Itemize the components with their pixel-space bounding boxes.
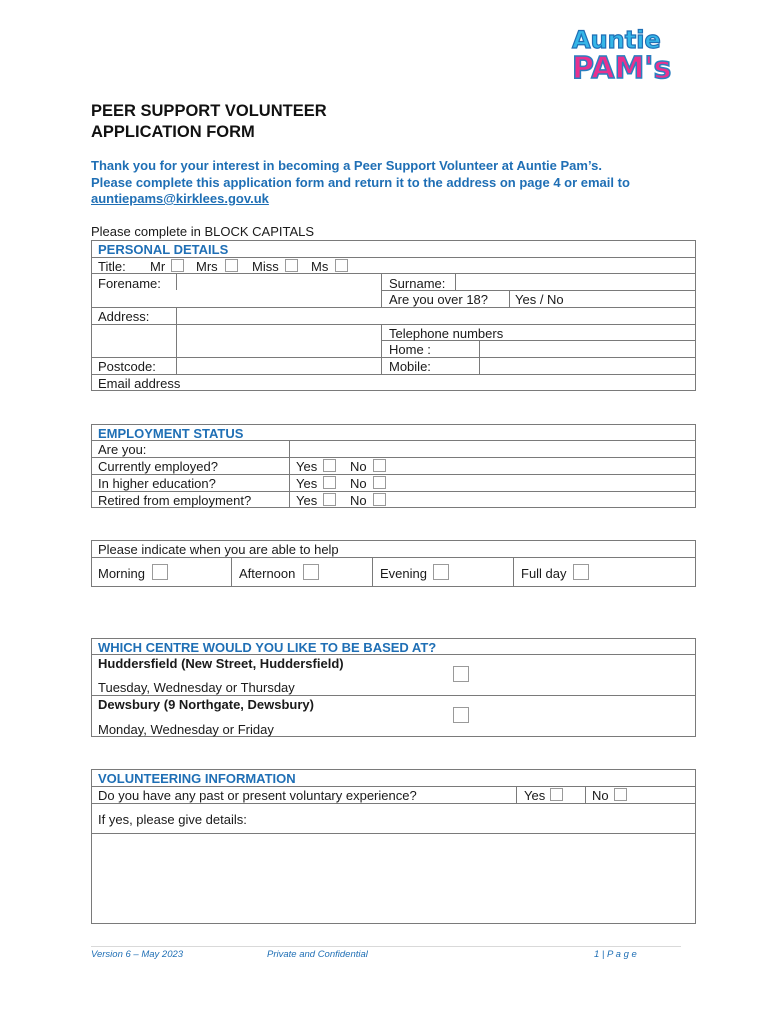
huddersfield-days: Tuesday, Wednesday or Thursday (98, 680, 295, 695)
mobile-field[interactable] (481, 358, 694, 373)
title-option-miss: Miss (252, 259, 279, 274)
education-no-label: No (350, 476, 367, 491)
details-textarea[interactable] (93, 835, 694, 922)
details-label: If yes, please give details: (98, 812, 247, 827)
email-label: Email address (98, 376, 181, 391)
experience-no-label: No (592, 788, 609, 803)
auntie-pams-logo (566, 20, 684, 86)
footer-version: Version 6 – May 2023 (91, 949, 184, 960)
over18-options[interactable]: Yes / No (515, 292, 564, 307)
surname-label: Surname: (389, 276, 446, 291)
morning-checkbox[interactable] (152, 564, 168, 580)
employment-row-label: Retired from employment? (98, 493, 252, 508)
title-option-mr: Mr (150, 259, 166, 274)
postcode-label: Postcode: (98, 359, 156, 374)
availability-evening-label: Evening (380, 566, 427, 581)
dewsbury-name: Dewsbury (9 Northgate, Dewsbury) (98, 697, 314, 712)
employed-yes-label: Yes (296, 459, 318, 474)
mobile-label: Mobile: (389, 359, 431, 374)
volunteering-heading: VOLUNTEERING INFORMATION (98, 771, 296, 786)
intro-line1: Thank you for your interest in becoming a Peer Support Volunteer at Auntie Pam’s. (91, 158, 602, 173)
availability-afternoon-label: Afternoon (239, 566, 296, 581)
are-you-label: Are you: (98, 442, 147, 457)
retired-no-label: No (350, 493, 367, 508)
title-ms-checkbox[interactable] (335, 259, 348, 272)
logo-line2: PAM's (572, 51, 672, 86)
experience-no-checkbox[interactable] (614, 788, 627, 801)
employment-heading: EMPLOYMENT STATUS (98, 426, 244, 441)
experience-question: Do you have any past or present voluntary experience? (98, 788, 417, 803)
intro-text (91, 158, 691, 208)
intro-line2: Please complete this application form and return it to the address on page 4 or email to (91, 174, 630, 190)
address-label: Address: (98, 309, 150, 324)
employment-row-label: Currently employed? (98, 459, 218, 474)
forename-field[interactable] (178, 274, 380, 289)
title-line2: APPLICATION FORM (91, 123, 255, 141)
education-no-checkbox[interactable] (373, 476, 386, 489)
footer-confidential: Private and Confidential (267, 949, 368, 960)
home-phone-field[interactable] (481, 341, 694, 356)
surname-field[interactable] (457, 274, 694, 289)
education-yes-label: Yes (296, 476, 318, 491)
experience-yes-checkbox[interactable] (550, 788, 563, 801)
employment-row-label: In higher education? (98, 476, 216, 491)
footer-page-number: 1 | P a g e (594, 949, 637, 960)
title-label: Title: (98, 259, 126, 274)
title-mrs-checkbox[interactable] (225, 259, 238, 272)
over18-label: Are you over 18? (389, 292, 489, 307)
email-field[interactable] (190, 375, 694, 390)
centre-heading: WHICH CENTRE WOULD YOU LIKE TO BE BASED AT? (98, 640, 437, 655)
retired-yes-checkbox[interactable] (323, 493, 336, 506)
logo-line1: Auntie (572, 26, 661, 54)
experience-yes-label: Yes (524, 788, 546, 803)
forename-label: Forename: (98, 276, 161, 291)
postcode-field[interactable] (178, 358, 380, 373)
title-option-ms: Ms (311, 259, 329, 274)
availability-morning-label: Morning (98, 566, 145, 581)
title-option-mrs: Mrs (196, 259, 218, 274)
retired-yes-label: Yes (296, 493, 318, 508)
title-miss-checkbox[interactable] (285, 259, 298, 272)
huddersfield-name: Huddersfield (New Street, Huddersfield) (98, 656, 344, 671)
employed-no-label: No (350, 459, 367, 474)
retired-no-checkbox[interactable] (373, 493, 386, 506)
evening-checkbox[interactable] (433, 564, 449, 580)
availability-fullday-label: Full day (521, 566, 567, 581)
employed-yes-checkbox[interactable] (323, 459, 336, 472)
email-link[interactable]: auntiepams@kirklees.gov.uk (91, 191, 269, 206)
availability-heading: Please indicate when you are able to help (98, 542, 339, 557)
personal-details-heading: PERSONAL DETAILS (98, 242, 229, 257)
title-line1: PEER SUPPORT VOLUNTEER (91, 102, 327, 120)
instruction: Please complete in BLOCK CAPITALS (91, 224, 315, 239)
telephone-label: Telephone numbers (389, 326, 504, 341)
fullday-checkbox[interactable] (573, 564, 589, 580)
home-label: Home : (389, 342, 431, 357)
education-yes-checkbox[interactable] (323, 476, 336, 489)
page-title (91, 101, 327, 143)
huddersfield-checkbox[interactable] (453, 666, 469, 682)
footer-divider (91, 946, 681, 947)
afternoon-checkbox[interactable] (303, 564, 319, 580)
title-mr-checkbox[interactable] (171, 259, 184, 272)
dewsbury-days: Monday, Wednesday or Friday (98, 722, 274, 737)
dewsbury-checkbox[interactable] (453, 707, 469, 723)
employed-no-checkbox[interactable] (373, 459, 386, 472)
address-field[interactable] (178, 308, 694, 323)
